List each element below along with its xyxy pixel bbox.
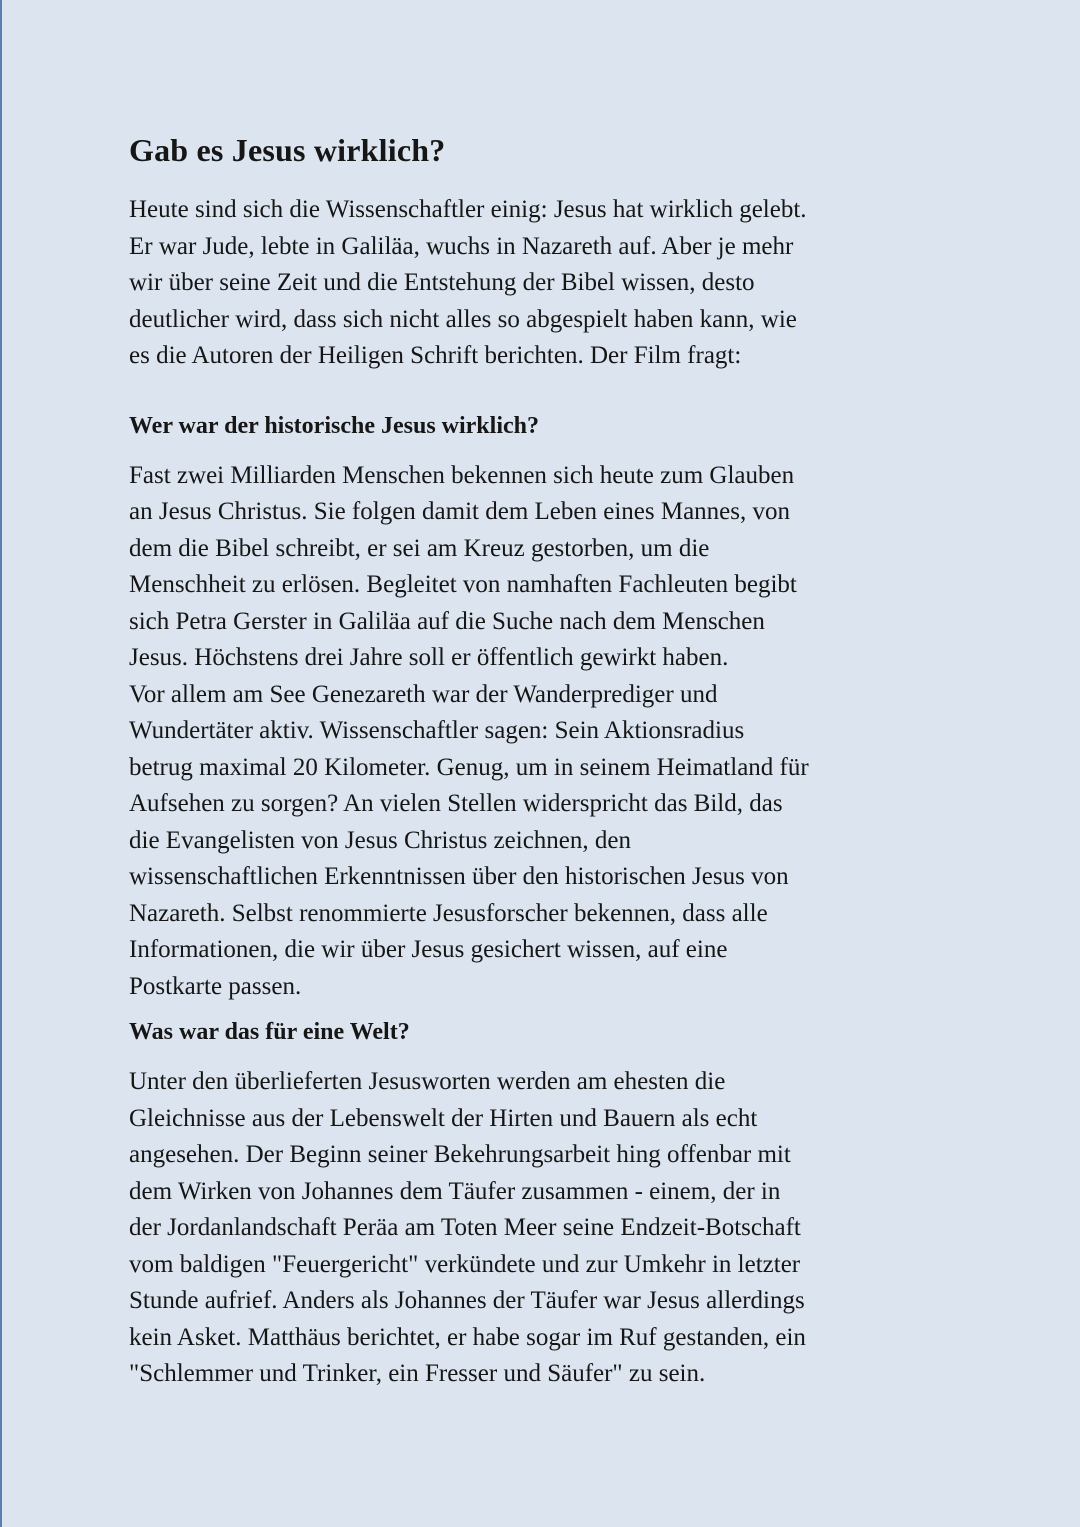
section-heading-historical-jesus: Wer war der historische Jesus wirklich? [129,412,539,439]
paragraph-line: Informationen, die wir über Jesus gesichert wissen, auf eine [129,936,728,963]
paragraph-line: wissenschaftlichen Erkenntnissen über den historischen Jesus von [129,863,789,890]
intro-line: Er war Jude, lebte in Galiläa, wuchs in Nazareth auf. Aber je mehr [129,232,794,260]
paragraph-line: der Jordanlandschaft Peräa am Toten Meer seine Endzeit-Botschaft [129,1214,801,1241]
section-paragraph-historical-jesus [129,458,969,1006]
paragraph-line: an Jesus Christus. Sie folgen damit dem Leben eines Mannes, von [129,498,790,525]
paragraph-line: vom baldigen "Feuergericht" verkündete und zur Umkehr in letzter [129,1250,801,1278]
paragraph-line: Fast zwei Milliarden Menschen bekennen sich heute zum Glauben [129,461,795,489]
paragraph-line: kein Asket. Matthäus berichtet, er habe sogar im Ruf gestanden, ein [129,1323,806,1351]
section-paragraph-world [129,1064,969,1393]
paragraph-line: angesehen. Der Beginn seiner Bekehrungsarbeit hing offenbar mit [129,1141,791,1168]
section-heading-world: Was war das für eine Welt? [129,1019,410,1045]
paragraph-line: sich Petra Gerster in Galiläa auf die Suche nach dem Menschen [129,607,765,635]
paragraph-line: Nazareth. Selbst renommierte Jesusforscher bekennen, dass alle [129,899,768,927]
paragraph-line: Unter den überlieferten Jesusworten werden am ehesten die [129,1068,726,1095]
paragraph-line: Stunde aufrief. Anders als Johannes der Täufer war Jesus allerdings [129,1287,805,1314]
paragraph-line: Aufsehen zu sorgen? An vielen Stellen widerspricht das Bild, das [129,790,783,817]
spacer [129,1005,969,1014]
paragraph-line: Postkarte passen. [129,972,302,1000]
document-title: Gab es Jesus wirklich? [129,132,446,168]
paragraph-line: die Evangelisten von Jesus Christus zeichnen, den [129,826,631,854]
intro-line: Heute sind sich die Wissenschaftler einig: Jesus hat wirklich gelebt. [129,196,807,223]
paragraph-line: Jesus. Höchstens drei Jahre soll er öffentlich gewirkt haben. [129,644,729,671]
paragraph-line: "Schlemmer und Trinker, ein Fresser und Säufer" zu sein. [129,1360,706,1387]
paragraph-line: betrug maximal 20 Kilometer. Genug, um in seinem Heimatland für [129,753,809,781]
intro-line: wir über seine Zeit und die Entstehung der Bibel wissen, desto [129,269,755,296]
paragraph-line: Menschheit zu erlösen. Begleitet von namhaften Fachleuten begibt [129,571,797,598]
paragraph-line: Vor allem am See Genezareth war der Wanderprediger und [129,680,718,708]
intro-line: es die Autoren der Heiligen Schrift berichten. Der Film fragt: [129,342,742,369]
paragraph-line: Wundertäter aktiv. Wissenschaftler sagen: Sein Aktionsradius [129,717,745,744]
paragraph-line: Gleichnisse aus der Lebenswelt der Hirten und Bauern als echt [129,1104,758,1132]
paragraph-line: dem Wirken von Johannes dem Täufer zusammen - einem, der in [129,1177,781,1205]
intro-line: deutlicher wird, dass sich nicht alles so abgespielt haben kann, wie [129,305,797,333]
document-body [129,126,969,1393]
page-left-border [0,0,2,1527]
intro-paragraph [129,192,969,375]
paragraph-line: dem die Bibel schreibt, er sei am Kreuz gestorben, um die [129,534,710,562]
spacer [129,375,969,408]
